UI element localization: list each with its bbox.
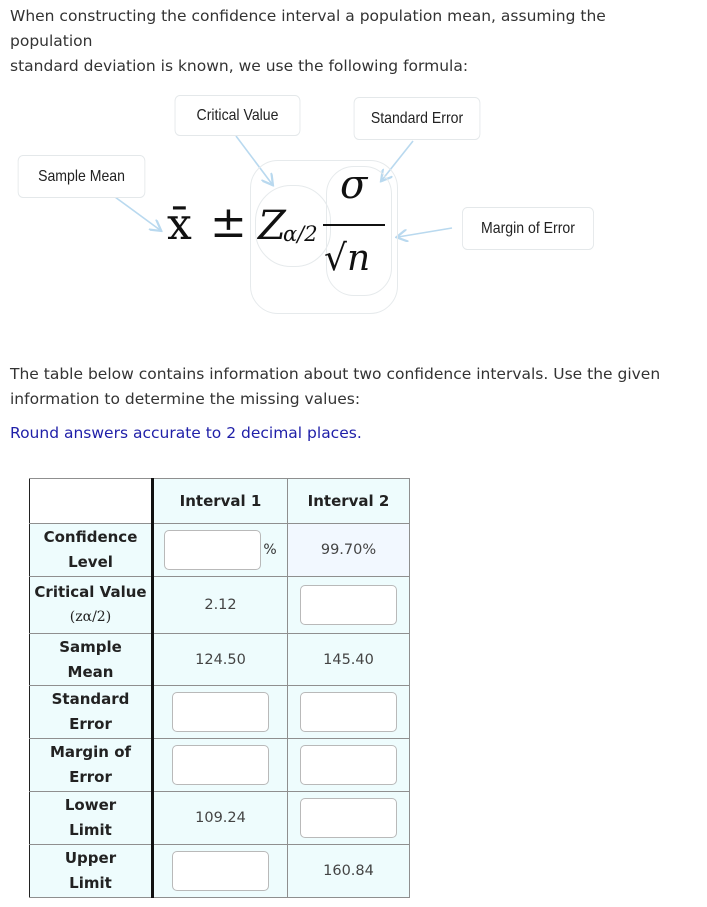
table-row <box>30 845 410 898</box>
instructions-line-2: information to determine the missing values: <box>10 390 361 408</box>
row-label-line: Critical Value <box>34 583 147 601</box>
row-label-standard-error <box>30 686 153 739</box>
margin-of-error-interval-1-input[interactable] <box>172 745 269 785</box>
row-label-margin-of-error <box>30 739 153 792</box>
critical-value-callout <box>175 95 301 136</box>
critical-value-label: Critical Value <box>196 106 279 124</box>
row-label-line: Limit <box>69 821 112 839</box>
table-row <box>30 634 410 686</box>
table-row <box>30 686 410 739</box>
row-label-line: Margin of <box>49 743 132 761</box>
lower-limit-interval-2-cell <box>288 792 410 845</box>
row-label-line: Lower <box>64 796 117 814</box>
intro-line-1: When constructing the confidence interval a population mean, assuming the population <box>10 7 606 50</box>
standard-error-label: Standard Error <box>370 109 464 127</box>
row-label-line: Upper <box>64 849 117 867</box>
table-row <box>30 577 410 634</box>
row-label-line: Level <box>68 553 113 571</box>
percent-sign: % <box>263 542 277 558</box>
row-label-critical-value <box>30 577 153 634</box>
row-label-line: Limit <box>69 874 112 892</box>
critical-value-interval-2-input[interactable] <box>300 585 397 625</box>
z-symbol: Z <box>258 203 286 249</box>
sample-mean-interval-2: 145.40 <box>288 634 410 686</box>
row-label-line: Sample <box>59 637 122 656</box>
row-label-line: Standard <box>51 690 130 708</box>
header-empty-cell <box>30 479 153 524</box>
confidence-interval-table <box>29 478 410 898</box>
upper-limit-interval-1-cell <box>153 845 288 898</box>
row-label-sample-mean <box>30 634 153 686</box>
instructions-text <box>10 362 690 412</box>
standard-error-interval-1-input[interactable] <box>172 692 269 732</box>
arrow-sample-mean <box>115 197 160 230</box>
table-header-row <box>30 479 410 524</box>
sample-mean-callout <box>18 155 146 198</box>
plus-minus-symbol: ± <box>210 197 247 248</box>
z-subscript: α/2 <box>283 222 318 246</box>
standard-error-interval-1-cell <box>153 686 288 739</box>
row-label-upper-limit <box>30 845 153 898</box>
header-interval-2: Interval 2 <box>288 479 410 524</box>
header-interval-1: Interval 1 <box>153 479 288 524</box>
intro-line-2: standard deviation is known, we use the following formula: <box>10 57 469 75</box>
row-label-line: Error <box>69 768 112 786</box>
margin-of-error-interval-2-cell <box>288 739 410 792</box>
critical-value-interval-1: 2.12 <box>153 577 288 634</box>
margin-of-error-interval-1-cell <box>153 739 288 792</box>
confidence-level-interval-1-input[interactable] <box>164 530 261 570</box>
standard-error-interval-2-input[interactable] <box>300 692 397 732</box>
x-bar-symbol: x̄ <box>167 199 192 250</box>
sample-mean-interval-1: 124.50 <box>153 634 288 686</box>
lower-limit-interval-2-input[interactable] <box>300 798 397 838</box>
critical-value-interval-2-cell <box>288 577 410 634</box>
table-row <box>30 524 410 577</box>
fraction-bar <box>323 224 385 226</box>
upper-limit-interval-2: 160.84 <box>288 845 410 898</box>
arrow-margin-of-error <box>398 228 452 237</box>
confidence-level-interval-2: 99.70% <box>288 524 410 577</box>
table-row <box>30 792 410 845</box>
row-label-line: Mean <box>67 662 114 681</box>
lower-limit-interval-1: 109.24 <box>153 792 288 845</box>
row-label-line: Error <box>69 715 112 733</box>
standard-error-callout <box>354 97 481 140</box>
upper-limit-interval-1-input[interactable] <box>172 851 269 891</box>
instructions-line-1: The table below contains information about two confidence intervals. Use the given <box>10 365 661 383</box>
standard-error-interval-2-cell <box>288 686 410 739</box>
confidence-level-interval-1-cell <box>153 524 288 577</box>
sample-mean-label: Sample Mean <box>38 167 125 185</box>
round-note: Round answers accurate to 2 decimal places. <box>10 424 362 442</box>
row-label-line: (zα/2) <box>69 609 112 625</box>
row-label-confidence-level <box>30 524 153 577</box>
margin-of-error-callout <box>462 207 594 250</box>
margin-of-error-interval-2-input[interactable] <box>300 745 397 785</box>
margin-of-error-label: Margin of Error <box>481 219 575 237</box>
sigma-symbol: σ <box>340 162 368 208</box>
sqrt-n-symbol: √n <box>324 238 371 279</box>
row-label-line: Confidence <box>43 528 138 546</box>
table-row <box>30 739 410 792</box>
row-label-lower-limit <box>30 792 153 845</box>
